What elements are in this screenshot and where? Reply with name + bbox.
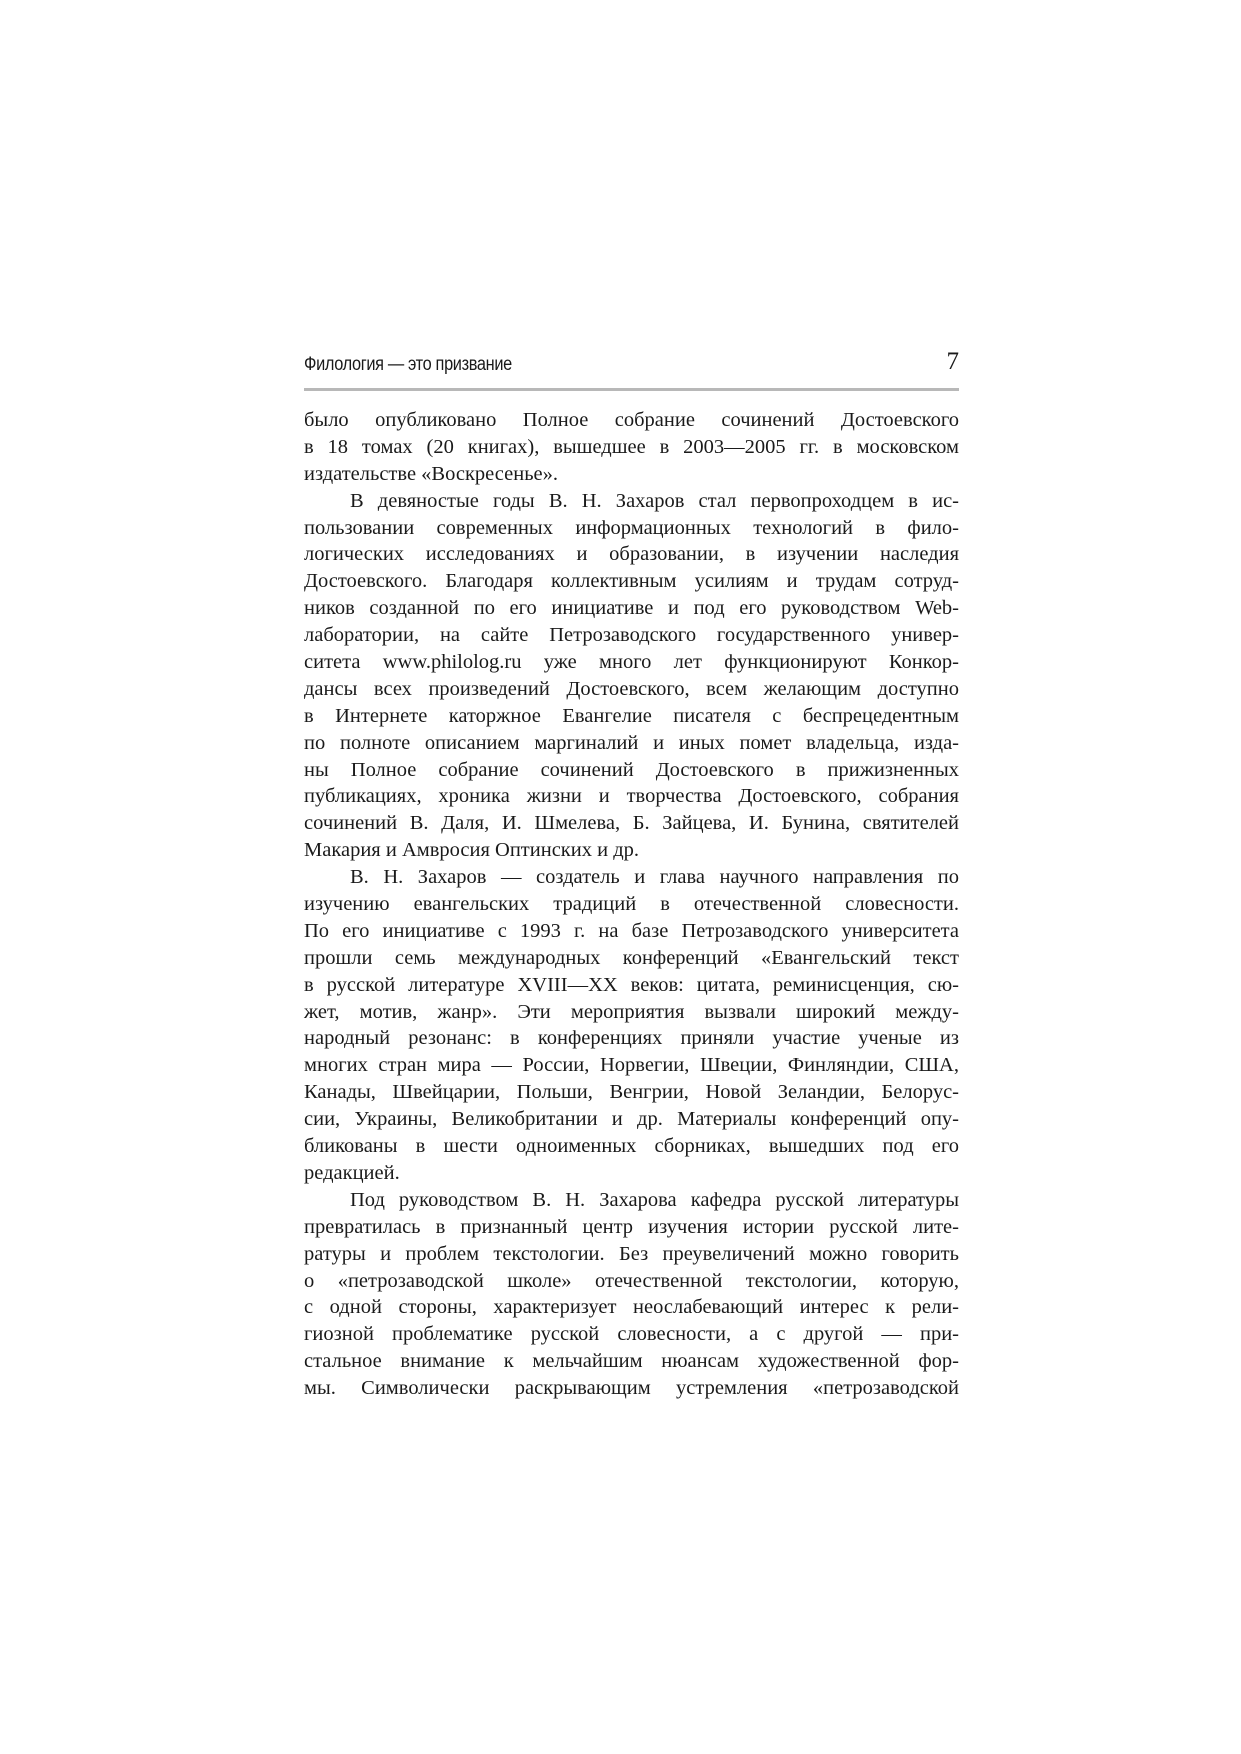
text-line: по полноте описанием маргиналий и иных помет владельца, изда-	[304, 731, 959, 754]
text-line: в 18 томах (20 книгах), вышедшее в 2003—2005 гг. в московском	[304, 435, 959, 458]
page-header	[304, 348, 959, 391]
text-line: о «петрозаводской школе» отечественной текстологии, которую,	[304, 1269, 959, 1292]
text-line: публикациях, хроника жизни и творчества Достоевского, собрания	[304, 785, 959, 808]
text-line: пользовании современных информационных технологий в фило-	[304, 516, 959, 539]
text-line: мы. Символически раскрывающим устремления «петрозаводской	[304, 1377, 959, 1400]
text-line: многих стран мира — России, Норвегии, Швеции, Финляндии, США,	[304, 1054, 959, 1077]
text-line: было опубликовано Полное собрание сочинений Достоевского	[304, 409, 959, 431]
text-line: в Интернете каторжное Евангелие писателя с беспрецедентным	[304, 704, 959, 727]
paragraph	[304, 488, 959, 864]
text-line: В. Н. Захаров — создатель и глава научного направления по	[350, 866, 959, 889]
text-line: ны Полное собрание сочинений Достоевского в прижизненных	[304, 758, 959, 781]
text-line: издательстве «Воскресенье».	[304, 462, 559, 485]
text-line: изучению евангельских традиций в отечественной словесности.	[304, 893, 959, 916]
page-number: 7	[946, 348, 959, 375]
text-line: прошли семь международных конференций «Евангельский текст	[304, 946, 959, 969]
text-line: дансы всех произведений Достоевского, всем желающим доступно	[304, 677, 959, 700]
text-line: сочинений В. Даля, И. Шмелева, Б. Зайцева, И. Бунина, святителей	[304, 812, 959, 835]
text-line: лаборатории, на сайте Петрозаводского государственного универ-	[304, 624, 959, 647]
text-line: ратуры и проблем текстологии. Без преувеличений можно говорить	[304, 1242, 959, 1265]
text-line: Под руководством В. Н. Захарова кафедра русской литературы	[350, 1188, 959, 1211]
paragraph	[304, 1187, 959, 1402]
text-line: жет, мотив, жанр». Эти мероприятия вызвали широкий между-	[304, 1000, 959, 1023]
text-line: В девяностые годы В. Н. Захаров стал первопроходцем в ис-	[350, 489, 959, 512]
text-line: стальное внимание к мельчайшим нюансам художественной фор-	[304, 1350, 959, 1373]
text-line: редакцией.	[304, 1161, 400, 1184]
paragraph	[304, 407, 959, 488]
text-line: в русской литературе XVIII—XX веков: цитата, реминисценция, сю-	[304, 973, 959, 996]
text-line: превратилась в признанный центр изучения истории русской лите-	[304, 1215, 959, 1238]
text-line: ников созданной по его инициативе и под его руководством Web-	[304, 597, 959, 620]
text-line: Макария и Амвросия Оптинских и др.	[304, 839, 640, 862]
text-line: По его инициативе с 1993 г. на базе Петрозаводского университета	[304, 919, 959, 942]
text-line: логических исследованиях и образовании, в изучении наследия	[304, 543, 959, 566]
running-title: Филология — это призвание	[304, 354, 512, 375]
text-line: с одной стороны, характеризует неослабевающий интерес к рели-	[304, 1296, 959, 1319]
text-line: гиозной проблематике русской словесности, а с другой — при-	[304, 1323, 959, 1346]
text-line: Канады, Швейцарии, Польши, Венгрии, Новой Зеландии, Белорус-	[304, 1081, 959, 1104]
text-line: народный резонанс: в конференциях приняли участие ученые из	[304, 1027, 959, 1050]
body-text	[304, 407, 959, 1402]
paragraph	[304, 864, 959, 1187]
text-line: Достоевского. Благодаря коллективным усилиям и трудам сотруд-	[304, 570, 959, 593]
text-line: сии, Украины, Великобритании и др. Материалы конференций опу-	[304, 1108, 959, 1131]
text-line: ситета www.philolog.ru уже много лет функционируют Конкор-	[304, 651, 959, 674]
text-line: бликованы в шести одноименных сборниках, вышедших под его	[304, 1135, 959, 1158]
